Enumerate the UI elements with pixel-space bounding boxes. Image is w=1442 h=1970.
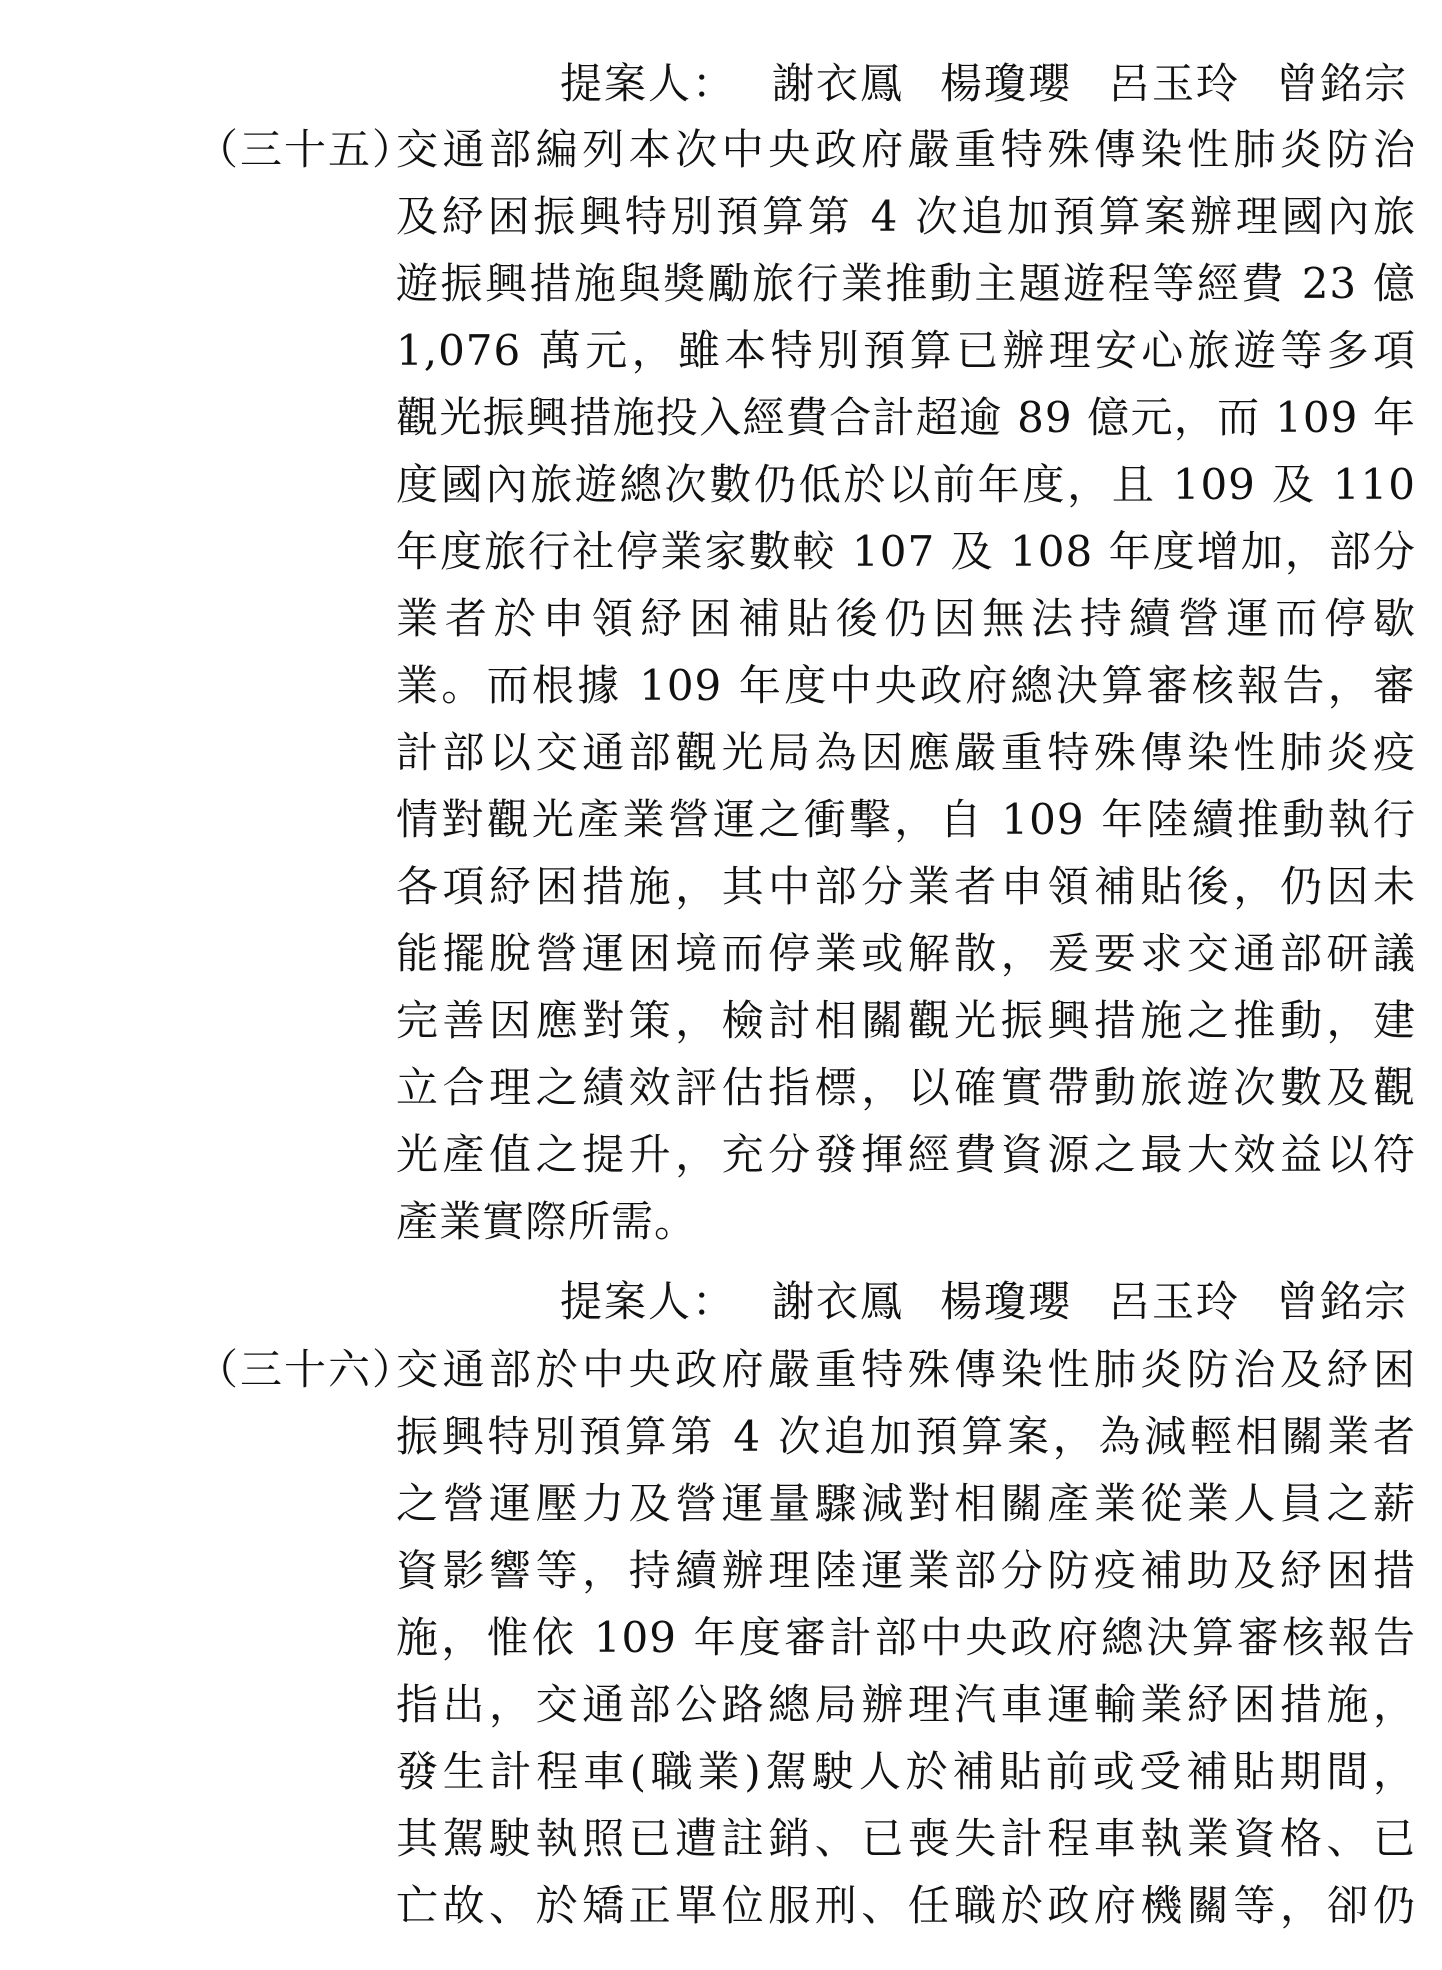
body-line: 交通部編列本次中央政府嚴重特殊傳染性肺炎防治 [396,125,1416,174]
body-line: 發生計程車(職業)駕駛人於補貼前或受補貼期間， [396,1747,1416,1796]
body-line: 資影響等，持續辦理陸運業部分防疫補助及紓困措 [396,1546,1416,1595]
body-line: 各項紓困措施，其中部分業者申領補貼後，仍因未 [396,862,1416,911]
body-line: 及紓困振興特別預算第 4 次追加預算案辦理國內旅 [396,192,1416,241]
proposer-name: 楊瓊瓔 [940,59,1073,108]
body-line: 施，惟依 109 年度審計部中央政府總決算審核報告 [396,1613,1416,1662]
proposer-line-top [560,54,1420,114]
proposer-name: 呂玉玲 [1108,1277,1241,1326]
body-line: 度國內旅遊總次數仍低於以前年度，且 109 及 110 [396,460,1416,509]
body-line: 業者於申領紓困補貼後仍因無法持續營運而停歇 [396,594,1416,643]
body-line: 業。而根據 109 年度中央政府總決算審核報告，審 [396,661,1416,710]
proposer-label: 提案人： [560,59,737,108]
proposer-label: 提案人： [560,1277,737,1326]
body-line: 亡故、於矯正單位服刑、任職於政府機關等，卻仍 [396,1881,1416,1930]
proposer-name: 曾銘宗 [1276,59,1409,108]
proposer-name: 謝衣鳳 [772,59,905,108]
body-line: 立合理之績效評估指標，以確實帶動旅遊次數及觀 [396,1063,1416,1112]
item-body [396,116,1416,1255]
body-line: 遊振興措施與獎勵旅行業推動主題遊程等經費 23 億 [396,259,1416,308]
item-number: （三十六） [196,1345,417,1394]
body-line: 1,076 萬元，雖本特別預算已辦理安心旅遊等多項 [396,326,1416,375]
body-line: 交通部於中央政府嚴重特殊傳染性肺炎防治及紓困 [396,1345,1416,1394]
proposer-name: 曾銘宗 [1276,1277,1409,1326]
body-line: 振興特別預算第 4 次追加預算案，為減輕相關業者 [396,1412,1416,1461]
body-line: 情對觀光產業營運之衝擊，自 109 年陸續推動執行 [396,795,1416,844]
body-line: 年度旅行社停業家數較 107 及 108 年度增加，部分 [396,527,1416,576]
proposer-line-middle [560,1272,1420,1332]
item-number: （三十五） [196,125,417,174]
body-line: 之營運壓力及營運量驟減對相關產業從業人員之薪 [396,1479,1416,1528]
proposer-name: 謝衣鳳 [772,1277,905,1326]
body-line: 完善因應對策，檢討相關觀光振興措施之推動，建 [396,996,1416,1045]
item-body [396,1336,1416,1939]
body-line: 計部以交通部觀光局為因應嚴重特殊傳染性肺炎疫 [396,728,1416,777]
body-line: 觀光振興措施投入經費合計超逾 89 億元，而 109 年 [396,393,1416,442]
proposer-name: 呂玉玲 [1108,59,1241,108]
body-line: 產業實際所需。 [396,1197,698,1246]
proposer-name: 楊瓊瓔 [940,1277,1073,1326]
body-line: 能擺脫營運困境而停業或解散，爰要求交通部研議 [396,929,1416,978]
body-line: 光產值之提升，充分發揮經費資源之最大效益以符 [396,1130,1416,1179]
body-line: 指出，交通部公路總局辦理汽車運輸業紓困措施， [396,1680,1416,1729]
body-line: 其駕駛執照已遭註銷、已喪失計程車執業資格、已 [396,1814,1416,1863]
